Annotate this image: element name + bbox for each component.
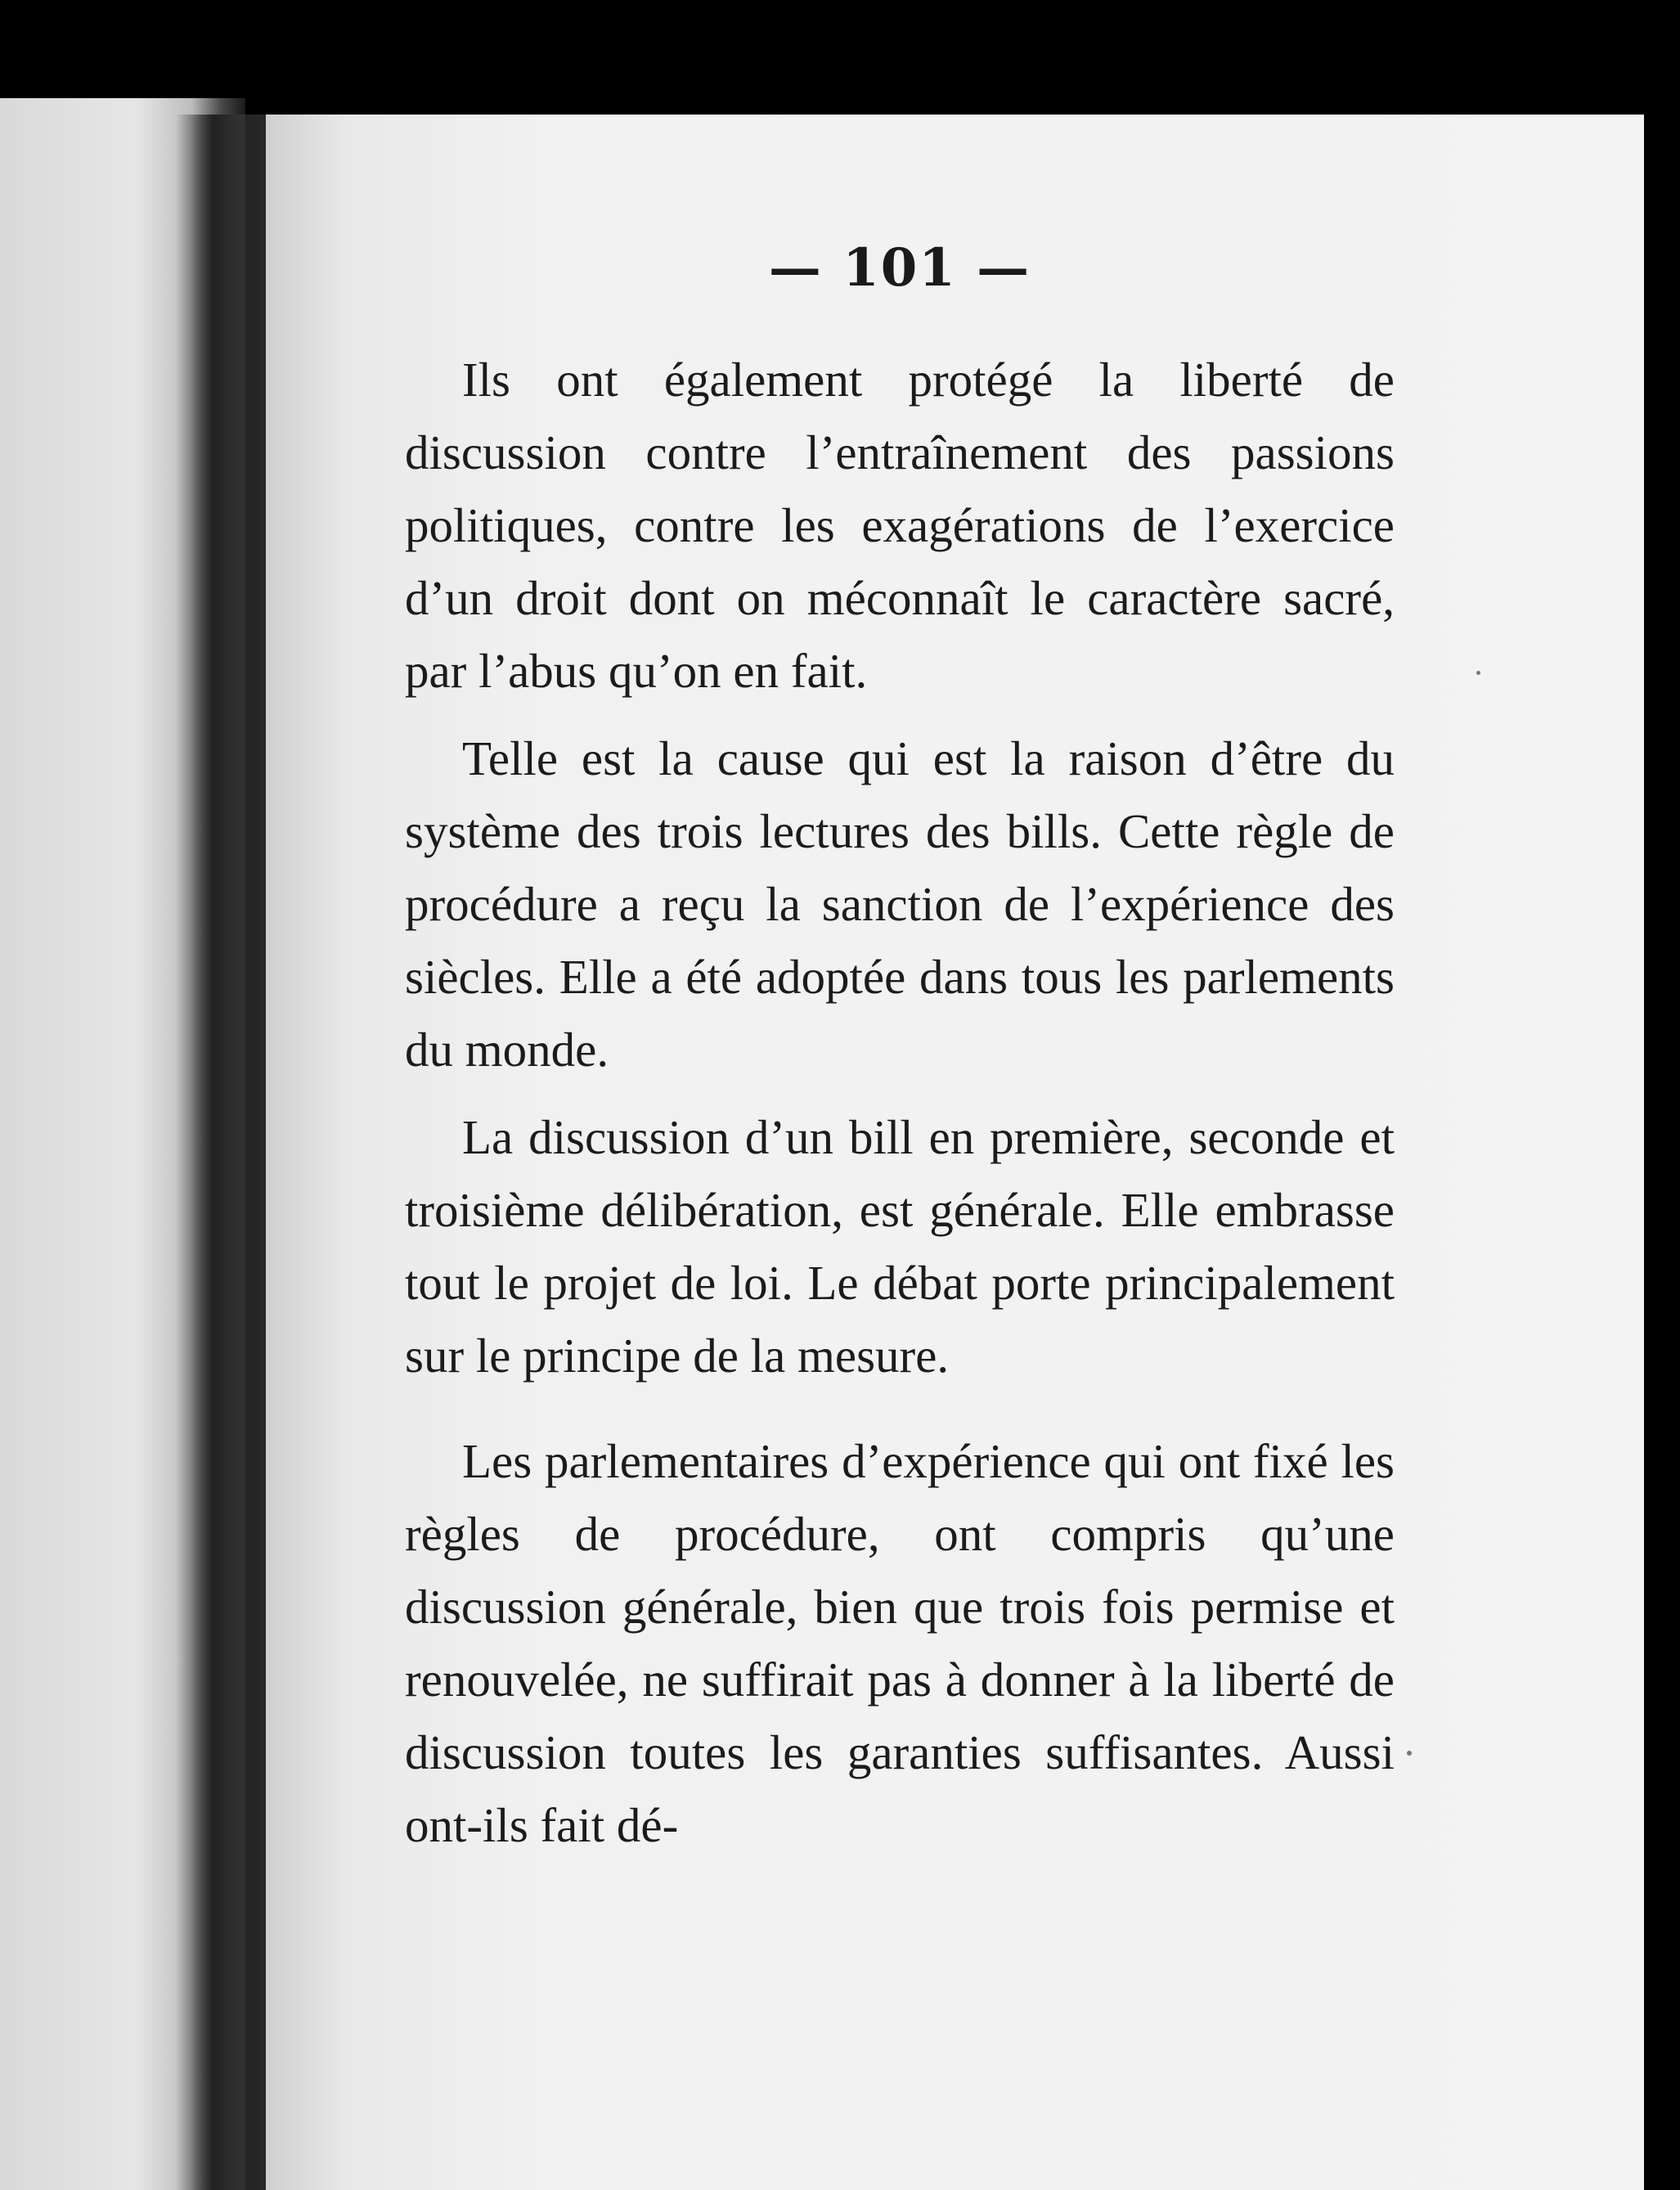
book-page: [266, 115, 1644, 2190]
page-body: [405, 344, 1395, 1877]
paragraph-2: Telle est la cause qui est la raison d’être du système des trois lectures des bills. Cette règle de procédure a reçu la sanction de l’expérience des siècles. Elle a été adoptée dans tous les parlements du monde.: [405, 731, 1395, 1077]
book-gutter-shadow: [176, 115, 270, 2190]
page-number: — 101 —: [768, 237, 1031, 299]
scan-speck: [1407, 1751, 1412, 1756]
paragraph-4: Les parlementaires d’expérience qui ont fixé les règles de procédure, ont compris qu’une discussion générale, bien que trois fois permise et renouvelée, ne suffirait pas à donner à la liberté de discussion toutes les garanties suffisantes. Aussi ont-ils fait dé-: [405, 1434, 1395, 1852]
paragraph-3: La discussion d’un bill en première, seconde et troisième délibération, est générale. Elle embrasse tout le projet de loi. Le débat porte principalement sur le principe de la mesure.: [405, 1110, 1395, 1383]
paragraph-1: Ils ont également protégé la liberté de discussion contre l’entraînement des passions politiques, contre les exagérations de l’exercice d’un droit dont on méconnaît le caractère sacré, par l’abus qu’on en fait.: [405, 353, 1395, 698]
scan-speck: [1476, 671, 1480, 675]
